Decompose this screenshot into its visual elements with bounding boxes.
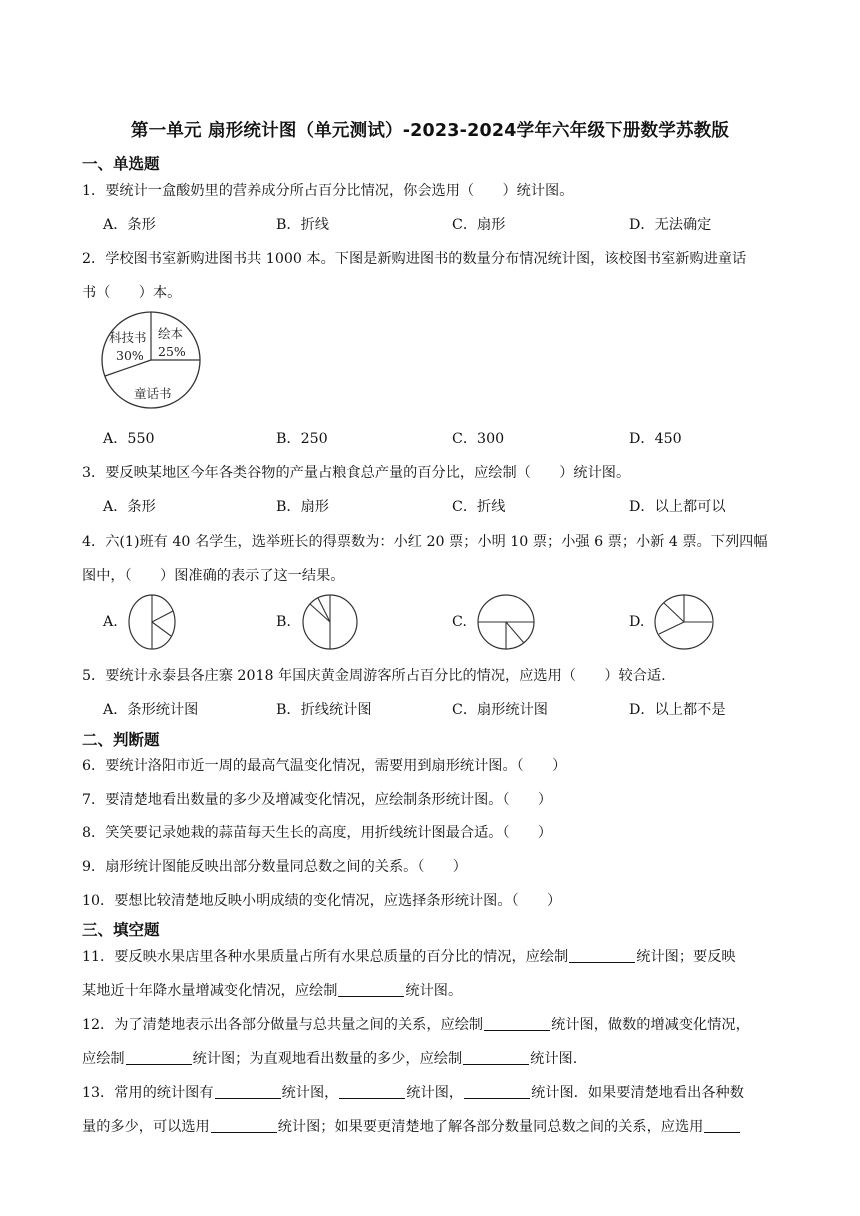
- question-2-text-line1: 2．学校图书室新购进图书共 1000 本。下图是新购进图书的数量分布情况统计图，该校图书室新购进童话: [82, 251, 747, 267]
- q3-option-b[interactable]: B．扇形: [276, 499, 329, 515]
- q12-text-b: 统计图，做数的增减变化情况，: [551, 1017, 750, 1033]
- q11-text-b: 统计图；要反映: [636, 949, 736, 965]
- question-5-text: 5．要统计永泰县各庄寨 2018 年国庆黄金周游客所占百分比的情况，应选用（ ）较合适.: [82, 668, 666, 684]
- question-11-line1: [82, 946, 812, 966]
- q12-blank-1[interactable]: [484, 1016, 550, 1031]
- q2-option-a[interactable]: A．550: [103, 431, 155, 447]
- q5-option-c[interactable]: C．扇形统计图: [452, 702, 548, 718]
- q11-text-d: 统计图。: [405, 983, 463, 999]
- page-title: 第一单元 扇形统计图（单元测试）-2023-2024学年六年级下册数学苏教版: [130, 121, 730, 141]
- question-11-line2: [82, 980, 812, 1000]
- question-6-text: 6．要统计洛阳市近一周的最高气温变化情况，需要用到扇形统计图。（ ）: [82, 758, 567, 774]
- question-9-text: 9．扇形统计图能反映出部分数量同总数之间的关系。（ ）: [82, 859, 467, 875]
- q13-text-d: 统计图．如果要清楚地看出各种数: [531, 1085, 744, 1101]
- q13-text-c: 统计图，: [406, 1085, 464, 1101]
- q13-blank-4[interactable]: [211, 1118, 277, 1133]
- q2-option-d[interactable]: D．450: [629, 431, 682, 447]
- pie-label-fairy-tale: 童话书: [134, 386, 172, 401]
- q13-text-e: 量的多少，可以选用: [82, 1119, 210, 1135]
- q13-blank-1[interactable]: [215, 1084, 281, 1099]
- q4-option-c[interactable]: [452, 592, 542, 652]
- q12-text-a: 12．为了清楚地表示出各部分做量与总共量之间的关系，应绘制: [82, 1017, 484, 1033]
- q5-option-b[interactable]: B．折线统计图: [276, 702, 372, 718]
- q12-blank-3[interactable]: [463, 1050, 529, 1065]
- pie-label-science: 科技书: [109, 330, 147, 345]
- q11-blank-1[interactable]: [569, 948, 635, 963]
- q3-option-c[interactable]: C．折线: [452, 499, 506, 515]
- q4-option-d-pie-icon: [653, 592, 715, 652]
- question-12-line2: [82, 1048, 812, 1068]
- q1-option-c[interactable]: C．扇形: [452, 217, 506, 233]
- q3-option-d[interactable]: D．以上都可以: [629, 499, 726, 515]
- book-distribution-pie-chart: [100, 310, 202, 410]
- question-2-text-line2: 书（ ）本。: [82, 285, 182, 301]
- section-heading-fill-blank: 三、填空题: [82, 921, 160, 939]
- question-4-text-line2: 图中，（ ）图准确的表示了这一结果。: [82, 568, 345, 584]
- q13-blank-2[interactable]: [339, 1084, 405, 1099]
- q5-option-d[interactable]: D．以上都不是: [629, 702, 726, 718]
- q4-option-b-label: B.: [276, 614, 291, 630]
- pie-value-science: 30%: [116, 348, 144, 363]
- q12-text-e: 统计图.: [530, 1051, 578, 1067]
- q3-option-a[interactable]: A．条形: [103, 499, 156, 515]
- q4-option-c-label: C.: [452, 614, 467, 630]
- q13-blank-3[interactable]: [464, 1084, 530, 1099]
- q1-option-d[interactable]: D．无法确定: [629, 217, 712, 233]
- pie-label-picture-book: 绘本: [158, 326, 184, 341]
- q11-blank-2[interactable]: [338, 982, 404, 997]
- question-13-line2: [82, 1116, 812, 1136]
- question-3-text: 3．要反映某地区今年各类谷物的产量占粮食总产量的百分比，应绘制（ ）统计图。: [82, 465, 631, 481]
- q13-blank-5[interactable]: [704, 1118, 740, 1133]
- q4-option-a-label: A.: [103, 614, 118, 630]
- section-heading-single-choice: 一、单选题: [82, 155, 160, 173]
- question-1-text: 1．要统计一盒酸奶里的营养成分所占百分比情况，你会选用（ ）统计图。: [82, 183, 574, 199]
- q11-text-a: 11．要反映水果店里各种水果质量占所有水果总质量的百分比的情况，应绘制: [82, 949, 569, 965]
- question-10-text: 10．要想比较清楚地反映小明成绩的变化情况，应选择条形统计图。（ ）: [82, 893, 562, 909]
- q5-option-a[interactable]: A．条形统计图: [103, 702, 199, 718]
- q13-text-b: 统计图，: [281, 1085, 339, 1101]
- section-heading-true-false: 二、判断题: [82, 731, 160, 749]
- q4-option-d-label: D.: [629, 614, 645, 630]
- q13-text-a: 13．常用的统计图有: [82, 1085, 214, 1101]
- q12-text-d: 统计图；为直观地看出数量的多少，应绘制: [192, 1051, 463, 1067]
- q4-option-a[interactable]: [103, 592, 173, 652]
- question-8-text: 8．笑笑要记录她栽的蒜苗每天生长的高度，用折线统计图最合适。（ ）: [82, 825, 553, 841]
- q4-option-a-pie-icon: [127, 592, 177, 652]
- pie-value-picture-book: 25%: [158, 344, 186, 359]
- q12-text-c: 应绘制: [82, 1051, 125, 1067]
- q11-text-c: 某地近十年降水量增减变化情况，应绘制: [82, 983, 338, 999]
- question-13-line1: [82, 1082, 812, 1102]
- q4-option-b[interactable]: [276, 592, 366, 652]
- question-4-text-line1: 4．六(1)班有 40 名学生，选举班长的得票数为：小红 20 票；小明 10 票；小强 6 票；小新 4 票。下列四幅: [82, 534, 768, 550]
- q1-option-a[interactable]: A．条形: [103, 217, 156, 233]
- question-7-text: 7．要清楚地看出数量的多少及增减变化情况，应绘制条形统计图。（ ）: [82, 792, 553, 808]
- q2-option-b[interactable]: B．250: [276, 431, 328, 447]
- q12-blank-2[interactable]: [126, 1050, 192, 1065]
- q13-text-f: 统计图；如果要更清楚地了解各部分数量同总数之间的关系，应选用: [277, 1119, 704, 1135]
- q2-option-c[interactable]: C．300: [452, 431, 505, 447]
- question-12-line1: [82, 1014, 812, 1034]
- q4-option-c-pie-icon: [476, 592, 536, 652]
- q1-option-b[interactable]: B．折线: [276, 217, 329, 233]
- q4-option-b-pie-icon: [300, 592, 360, 652]
- q4-option-d[interactable]: [629, 592, 724, 652]
